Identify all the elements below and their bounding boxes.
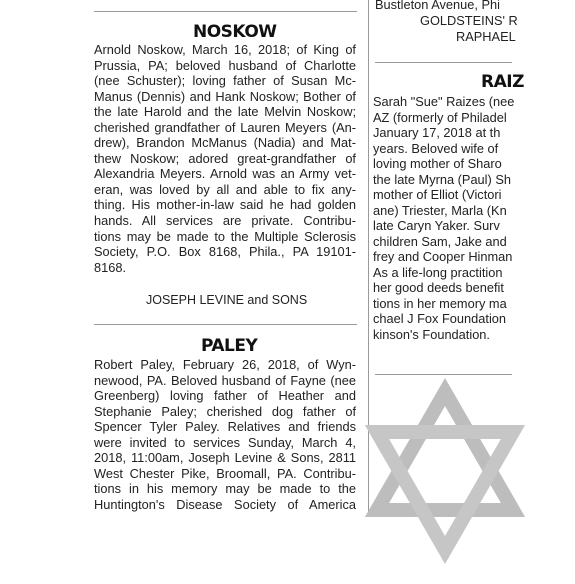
body-line: cherished grandfather of Lauren Meyers (An- bbox=[94, 119, 356, 135]
column-divider bbox=[368, 0, 369, 512]
body-line: Manus (Dennis) and Hank Noskow; Bother of bbox=[94, 88, 356, 104]
body-line: the late Myrna (Paul) Sh bbox=[373, 171, 511, 187]
body-line: 2018, 11:00am, Joseph Levine & Sons, 2811 bbox=[94, 450, 356, 466]
body-line: Sarah "Sue" Raizes (nee bbox=[373, 94, 515, 109]
body-line: Spencer Tyler Paley. Relatives and friends bbox=[94, 419, 356, 435]
body-line: Prussia, PA; beloved husband of Charlotte bbox=[94, 57, 356, 73]
body-line: tions may be made to the Multiple Sclerosis bbox=[94, 228, 356, 244]
body-line: Stephanie Paley; cherished dog father of bbox=[94, 403, 356, 419]
body-line: AZ (formerly of Philadel bbox=[373, 109, 507, 125]
obituary-name: NOSKOW bbox=[193, 22, 277, 42]
body-line: ane) Triester, Marla (Kn bbox=[373, 202, 507, 218]
section-rule bbox=[375, 62, 512, 63]
section-rule bbox=[375, 374, 512, 375]
body-line: West Chester Pike, Broomall, PA. Contribu- bbox=[94, 465, 356, 481]
obituary-name: RAIZ bbox=[481, 72, 524, 92]
section-rule-middle bbox=[94, 324, 357, 325]
body-line: the late Harold and the late Melvin Noskow; bbox=[94, 104, 356, 120]
body-line: years. Beloved wife of bbox=[373, 140, 499, 156]
body-line: her good deeds benefit bbox=[373, 280, 504, 295]
obituary-body bbox=[94, 357, 356, 512]
body-line: children Sam, Jake and bbox=[373, 233, 507, 249]
star-of-david-icon bbox=[375, 376, 512, 512]
body-line: Alexandria Meyers. Arnold was an Army vet- bbox=[94, 166, 356, 182]
body-line: were invited to services Sunday, March 4, bbox=[94, 434, 356, 450]
body-line: late Caryn Yaker. Surv bbox=[373, 218, 500, 233]
body-line: January 17, 2018 at th bbox=[373, 125, 501, 140]
body-line: Greenberg) loving father of Heather and bbox=[94, 388, 356, 404]
body-line: thew Noskow; adored great-grandfather of bbox=[94, 150, 356, 166]
funeral-home: GOLDSTEINS' R bbox=[420, 13, 518, 28]
body-line: Huntington's Disease Society of America bbox=[94, 496, 356, 512]
body-line: tions in her memory ma bbox=[373, 295, 507, 311]
body-line: frey and Cooper Hinman bbox=[373, 249, 513, 264]
body-line: 8168. bbox=[94, 259, 127, 275]
body-line: Robert Paley, February 26, 2018, of Wyn- bbox=[94, 357, 356, 372]
obituary-body bbox=[94, 42, 356, 275]
body-line: eran, was loved by all and able to fix any- bbox=[94, 181, 356, 197]
address-line: Bustleton Avenue, Phi bbox=[375, 0, 500, 12]
obituary-name: PALEY bbox=[201, 336, 258, 356]
section-rule-top bbox=[94, 11, 357, 12]
body-line: Arnold Noskow, March 16, 2018; of King of bbox=[94, 42, 356, 57]
body-line: loving mother of Sharo bbox=[373, 156, 502, 171]
funeral-home: JOSEPH LEVINE and SONS bbox=[146, 293, 308, 307]
body-line: As a life-long practition bbox=[373, 264, 503, 280]
body-line: hands. All services are private. Contribu- bbox=[94, 213, 356, 229]
body-line: kinson's Foundation. bbox=[373, 326, 490, 342]
body-line: drew), Brandon McManus (Nadia) and Mat- bbox=[94, 135, 356, 151]
body-line: mother of Elliot (Victori bbox=[373, 187, 502, 202]
body-line: Society, P.O. Box 8168, Phila., PA 19101- bbox=[94, 244, 356, 260]
body-line: chael J Fox Foundation bbox=[373, 311, 507, 326]
funeral-home: RAPHAEL bbox=[456, 29, 516, 44]
body-line: thing. His mother-in-law said he had golden bbox=[94, 197, 356, 213]
body-line: tions in his memory may be made to the bbox=[94, 481, 356, 497]
body-line: newood, PA. Beloved husband of Fayne (nee bbox=[94, 372, 356, 388]
body-line: (nee Schuster); loving father of Susan Mc- bbox=[94, 73, 356, 89]
